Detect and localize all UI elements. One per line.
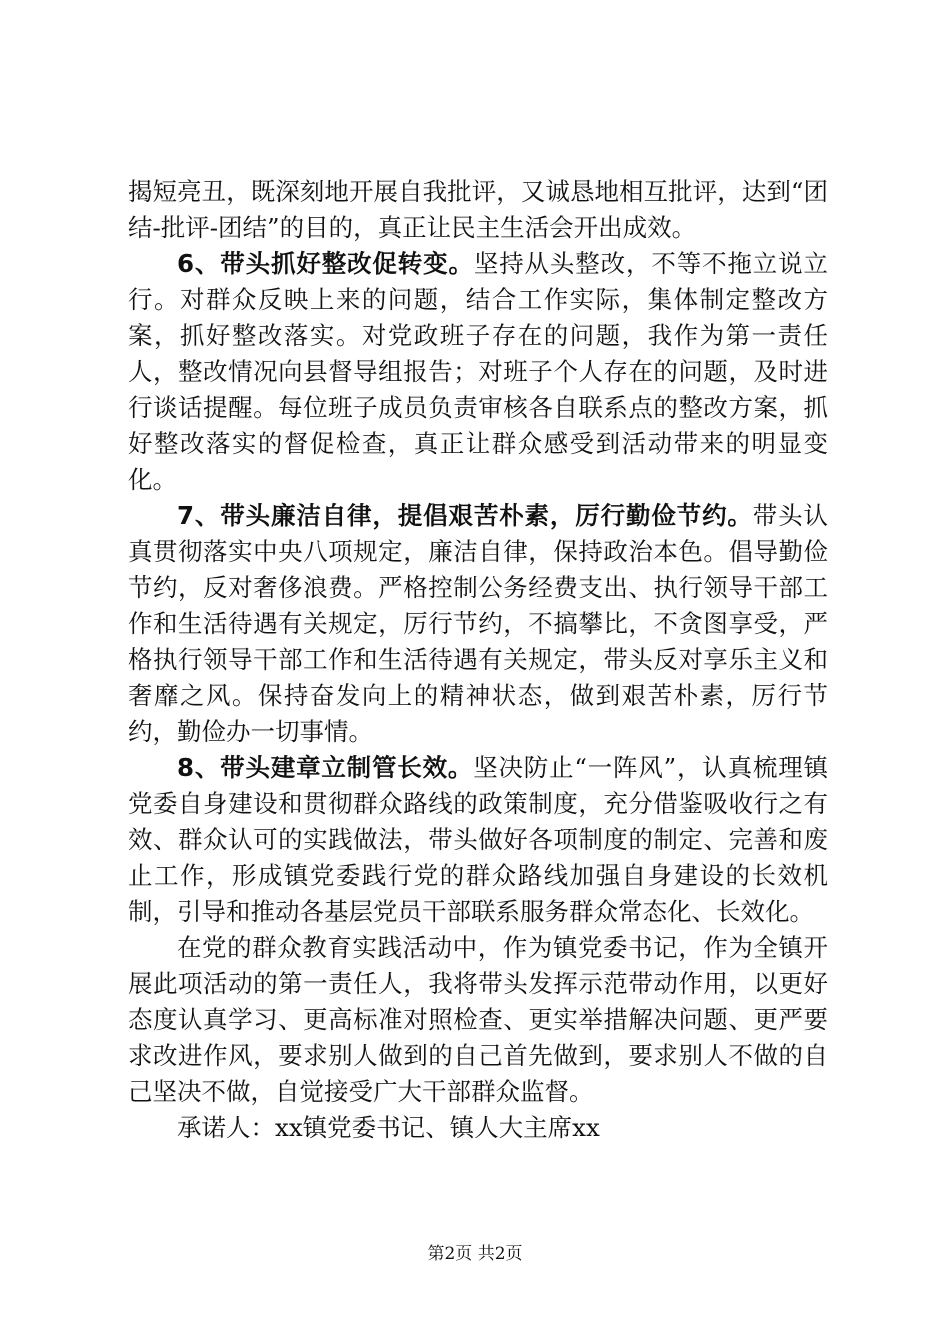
paragraph-conclusion bbox=[128, 930, 828, 1110]
document-body bbox=[128, 174, 828, 1146]
paragraph-heading: 6、带头抓好整改促转变。 bbox=[177, 249, 474, 278]
paragraph-text: 带头认真贯彻落实中央八项规定，廉洁自律，保持政治本色。倡导勤俭节约，反对奢侈浪费。严格控制公务经费支出、执行领导干部工作和生活待遇有关规定，厉行节约，不搞攀比，不贪图享受，严格执行领导干部工作和生活待遇有关规定，带头反对享乐主义和奢靡之风。保持奋发向上的精神状态，做到艰苦朴素，厉行节约，勤俭办一切事情。 bbox=[128, 501, 829, 746]
paragraph-heading: 8、带头建章立制管长效。 bbox=[177, 753, 474, 782]
paragraph-item-6 bbox=[128, 246, 828, 498]
page-number-footer: 第2页 共2页 bbox=[427, 1244, 523, 1264]
paragraph-item-7 bbox=[128, 498, 828, 750]
paragraph-item-8 bbox=[128, 750, 828, 930]
paragraph-text: 揭短亮丑，既深刻地开展自我批评，又诚恳地相互批评，达到“团结-批评-团结”的目的，真正让民主生活会开出成效。 bbox=[128, 177, 828, 242]
paragraph-text: 在党的群众教育实践活动中，作为镇党委书记，作为全镇开展此项活动的第一责任人，我将带头发挥示范带动作用，以更好态度认真学习、更高标准对照检查、更实举措解决问题、更严要求改进作风，要求别人做到的自己首先做到，要求别人不做的自己坚决不做，自觉接受广大干部群众监督。 bbox=[128, 933, 828, 1106]
signature-line: 承诺人：xx镇党委书记、镇人大主席xx bbox=[177, 1113, 600, 1142]
paragraph-continuation bbox=[128, 174, 828, 246]
paragraph-text: 坚决防止“一阵风”，认真梳理镇党委自身建设和贯彻群众路线的政策制度，充分借鉴吸收行之有效、群众认可的实践做法，带头做好各项制度的制定、完善和废止工作，形成镇党委践行党的群众路线加强自身建设的长效机制，引导和推动各基层党员干部联系服务群众常态化、长效化。 bbox=[128, 753, 829, 926]
paragraph-heading: 7、带头廉洁自律，提倡艰苦朴素，厉行勤俭节约。 bbox=[177, 501, 753, 530]
paragraph-text: 坚持从头整改，不等不拖立说立行。对群众反映上来的问题，结合工作实际，集体制定整改方案，抓好整改落实。对党政班子存在的问题，我作为第一责任人，整改情况向县督导组报告；对班子个人存在的问题，及时进行谈话提醒。每位班子成员负责审核各自联系点的整改方案，抓好整改落实的督促检查，真正让群众感受到活动带来的明显变化。 bbox=[128, 249, 828, 494]
